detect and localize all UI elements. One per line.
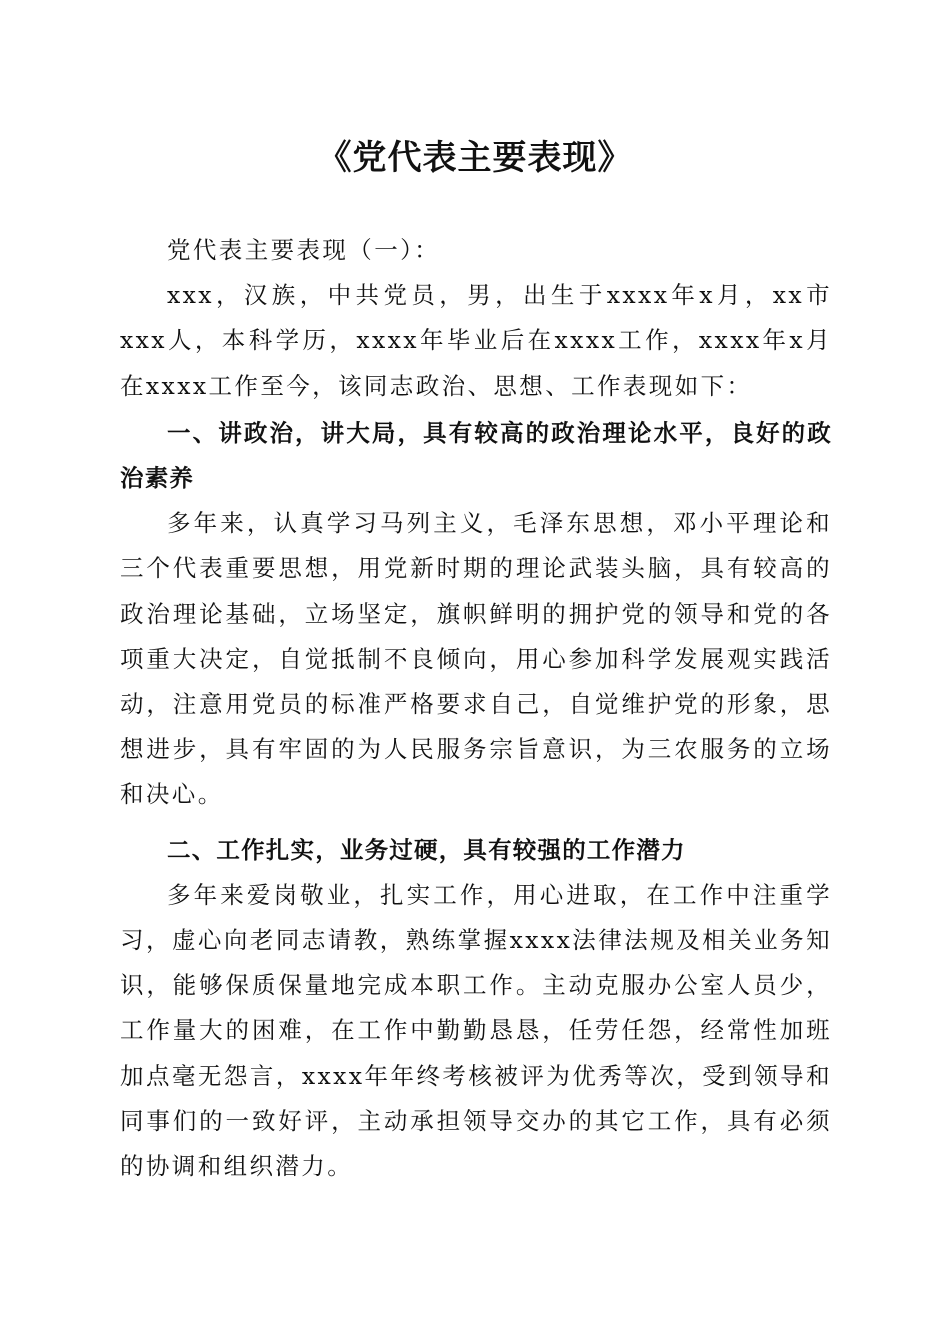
section-heading-politics: 一、讲政治，讲大局，具有较高的政治理论水平，良好的政治素养 <box>120 418 832 493</box>
document-title: 《党代表主要表现》 <box>317 138 633 178</box>
paragraph-personal-info: xxx，汉族，中共党员，男，出生于xxxx年x月，xx市xxx人，本科学历，xxxx年毕业后在xxxx工作，xxxx年x月在xxxx工作至今，该同志政治、思想、工作表现如下： <box>120 281 832 400</box>
document-body <box>120 228 832 1189</box>
paragraph-intro-label: 党代表主要表现（一）： <box>167 236 441 264</box>
paragraph-work: 多年来爱岗敬业，扎实工作，用心进取，在工作中注重学习，虚心向老同志请教，熟练掌握xxxx法律法规及相关业务知识，能够保质保量地完成本职工作。主动克服办公室人员少，工作量大的困难，在工作中勤勤恳恳，任劳任怨，经常性加班加点毫无怨言，xxxx年年终考核被评为优秀等次，受到领导和同事们的一致好评，主动承担领导交办的其它工作，具有必须的协调和组织潜力。 <box>120 880 832 1181</box>
paragraph-politics: 多年来，认真学习马列主义，毛泽东思想，邓小平理论和三个代表重要思想，用党新时期的理论武装头脑，具有较高的政治理论基础，立场坚定，旗帜鲜明的拥护党的领导和党的各项重大决定，自觉抵制不良倾向，用心参加科学发展观实践活动，注意用党员的标准严格要求自己，自觉维护党的形象，思想进步，具有牢固的为人民服务宗旨意识，为三农服务的立场和决心。 <box>120 509 832 809</box>
section-heading-work: 二、工作扎实，业务过硬，具有较强的工作潜力 <box>167 835 686 864</box>
